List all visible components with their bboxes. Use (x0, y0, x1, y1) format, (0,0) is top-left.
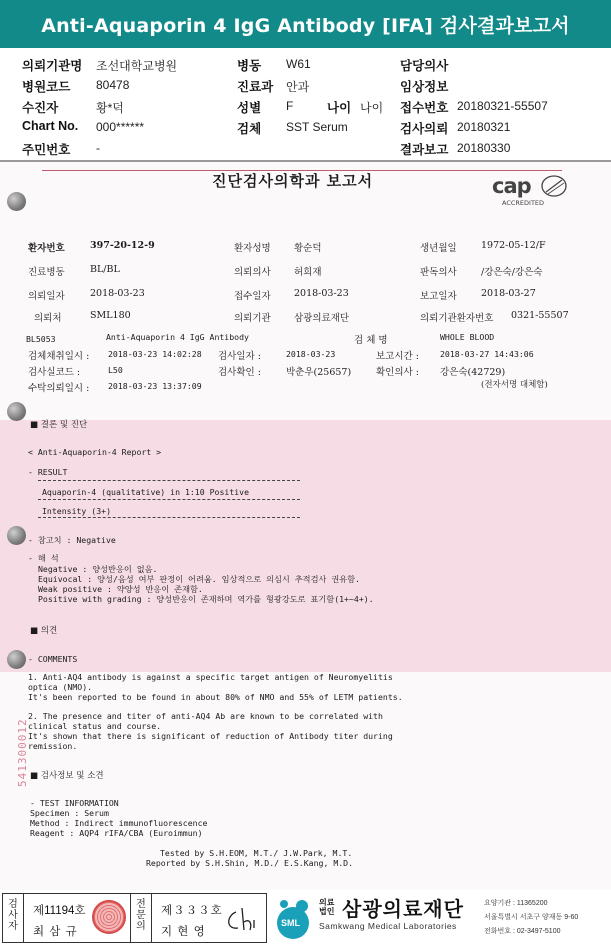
aquaporin-result: Aquaporin-4 (qualitative) in 1:10 Positive (42, 487, 250, 497)
cap-accredited-text: ACCREDITED (502, 199, 545, 207)
ward-scan-value: BL/BL (90, 264, 120, 275)
receipt-date-label: 접수일자 (234, 291, 271, 302)
dash-line (38, 499, 300, 500)
id-number-value: - (96, 141, 100, 155)
doctor-label: 담당의사 (400, 59, 449, 73)
consign-time-value: 2018-03-23 13:37:09 (108, 381, 202, 391)
report-date-scan-label: 보고일자 (420, 291, 457, 302)
test-info-line: Method : Indirect immunofluorescence (30, 818, 208, 828)
section-test-info: ■ 검사정보 및 소견 (30, 771, 104, 781)
order-date-value: 2018-03-23 (90, 288, 145, 299)
punch-hole (7, 650, 26, 669)
report-date-value: 20180330 (457, 141, 511, 155)
pink-highlight-band (0, 420, 611, 672)
specialist-tag: 전문의 (136, 899, 146, 932)
department-label: 진료과 (237, 80, 274, 94)
report-title: Anti-Aquaporin 4 IgG Antibody [IFA] 검사결과보고서 (41, 14, 570, 37)
test-name: Anti-Aquaporin 4 IgG Antibody (106, 332, 249, 342)
org-name: 삼광의료재단 (342, 899, 464, 921)
comment-line: optica (NMO). (28, 682, 93, 692)
red-seal-stamp (92, 900, 126, 934)
accession-value: 20180321-55507 (457, 99, 548, 113)
consign-time-label: 수탁의뢰일시 : (28, 383, 90, 394)
handwritten-signature (222, 902, 262, 936)
client-org-label: 의뢰기관 (234, 313, 271, 324)
org-type: 의료법인 (319, 898, 335, 916)
client-label: 의뢰처 (34, 313, 62, 324)
interp-line: Weak positive : 약양성 반응이 존재함. (38, 584, 203, 594)
contact-line: 전화번호 : 02-3497-5100 (484, 928, 561, 935)
comment-line: 2. The presence and titer of anti-AQ4 Ab are known to be correlated with (28, 711, 383, 721)
comment-line: It's been reported to be found in about 80% of NMO and 55% of LETM patients. (28, 692, 403, 702)
punch-hole (7, 526, 26, 545)
scan-title: 진단검사의학과 보고서 (212, 172, 374, 190)
test-date-value: 2018-03-23 (286, 349, 336, 359)
sml-logo (272, 896, 314, 942)
order-date-label: 의뢰일자 (28, 291, 65, 302)
inspector-tag: 검사자 (8, 899, 18, 932)
ward-value: W61 (286, 57, 311, 71)
specimen-value: SST Serum (286, 120, 348, 134)
birth-label: 생년월일 (420, 243, 457, 254)
confirm-doctor-label: 확인의사 : (376, 367, 419, 378)
comment-line: remission. (28, 741, 78, 751)
comment-line: 1. Anti-AQ4 antibody is against a specific target antigen of Neuromyelitis (28, 672, 393, 682)
hospital-code-label: 병원코드 (22, 80, 71, 94)
comment-line: It's shown that there is significant of reduction of Antibody titer during (28, 731, 393, 741)
patient-no-label: 환자번호 (28, 243, 65, 254)
patient-value: 황*덕 (96, 101, 124, 115)
report-time-value: 2018-03-27 14:43:06 (440, 349, 534, 359)
e-signature-note: (전자서명 대체함) (481, 380, 548, 390)
ref-doctor-label: 의뢰의사 (234, 267, 271, 278)
client-patient-no-label: 의뢰기관환자번호 (420, 313, 494, 324)
patient-label: 수진자 (22, 101, 59, 115)
sex-label: 성별 (237, 101, 262, 115)
chart-no-value: 000****** (96, 120, 145, 134)
inspector-license: 제11194호 (33, 905, 86, 917)
patient-no-value: 397-20-12-9 (90, 240, 155, 251)
punch-hole (7, 192, 26, 211)
request-date-label: 검사의뢰 (400, 122, 449, 136)
chart-no-label: Chart No. (22, 119, 79, 133)
section-conclusion: ■ 결론 및 진단 (30, 420, 88, 430)
report-title-bar (0, 0, 611, 48)
dash-line (38, 480, 300, 481)
specimen-scan-label: 검 체 명 (354, 335, 388, 346)
test-info-line: - TEST INFORMATION (30, 798, 119, 808)
client-org-value: 삼광의료재단 (294, 313, 350, 324)
contact-line: 서울특별시 서초구 양재동 9-60 (484, 914, 579, 921)
side-serial-number: 541300012 (16, 718, 29, 787)
report-date-scan-value: 2018-03-27 (481, 288, 536, 299)
ref-doctor-value: 허희재 (294, 267, 322, 278)
report-date-label: 결과보고 (400, 143, 449, 157)
specialist-name: 지 현 영 (161, 926, 206, 938)
ward-label: 병동 (237, 59, 262, 73)
punch-hole (7, 402, 26, 421)
specimen-scan-value: WHOLE BLOOD (440, 332, 495, 342)
interp-line: Positive with grading : 양성반응이 존재하며 역가를 형광강도로 표기함(1+~4+). (38, 594, 374, 604)
test-check-label: 검사확인 : (218, 367, 261, 378)
id-number-label: 주민번호 (22, 143, 71, 157)
interpretation-heading: - 해 석 (28, 553, 59, 563)
confirm-doctor-value: 강은숙(42729) (440, 367, 506, 378)
accession-label: 접수번호 (400, 101, 449, 115)
hospital-label: 의뢰기관명 (22, 59, 83, 73)
patient-info-section (0, 48, 611, 158)
client-patient-no-value: 0321-55507 (511, 310, 569, 321)
age-value: 나이 (360, 101, 384, 115)
result-heading: - RESULT (28, 467, 68, 477)
reference-value: - 참고치 : Negative (28, 535, 116, 545)
lab-code-label: 검사실코드 : (28, 367, 81, 378)
test-info-line: Specimen : Serum (30, 808, 109, 818)
cap-logo-text: cap (492, 174, 531, 198)
patient-name-label: 환자성명 (234, 243, 271, 254)
clinical-info-label: 임상정보 (400, 80, 449, 94)
footer (0, 890, 611, 945)
hospital-value: 조선대학교병원 (96, 59, 178, 73)
reported-by: Reported by S.H.Shin, M.D./ E.S.Kang, M.D. (146, 858, 354, 868)
hospital-code-value: 80478 (96, 78, 130, 92)
patient-name-value: 황순덕 (294, 243, 322, 254)
interp-line: Equivocal : 양성/음성 여부 판정이 어려움. 임상적으로 의심시 추적검사 권유함. (38, 574, 360, 584)
specimen-label: 검체 (237, 122, 262, 136)
inspector-name: 최 삼 규 (33, 926, 78, 938)
org-english-name: Samkwang Medical Laboratories (319, 921, 457, 931)
department-value: 안과 (286, 80, 310, 94)
sex-value: F (286, 99, 294, 113)
test-check-value: 박춘우(25657) (286, 367, 352, 378)
lab-code-value: L50 (108, 365, 123, 375)
interp-line: Negative : 양성반응이 없음. (38, 564, 158, 574)
test-code: BL5053 (26, 334, 56, 344)
section-opinion: ■ 의견 (30, 626, 58, 636)
client-value: SML180 (90, 310, 131, 321)
scanned-report (0, 162, 611, 890)
specialist-license: 제３３３호 (161, 905, 223, 917)
contact-line: 요양기관 : 11365200 (484, 900, 548, 907)
cap-logo (492, 174, 570, 208)
sml-logo-text: SML (281, 918, 300, 928)
receipt-date-value: 2018-03-23 (294, 288, 349, 299)
birth-value: 1972-05-12/F (481, 240, 546, 251)
age-label: 나이 (327, 101, 352, 115)
report-heading: < Anti-Aquaporin-4 Report > (28, 447, 162, 457)
comment-line: clinical status and course. (28, 721, 162, 731)
collect-time-value: 2018-03-23 14:02:28 (108, 349, 202, 359)
reading-doctor-label: 판독의사 (420, 267, 457, 278)
test-date-label: 검사일자 : (218, 351, 261, 362)
intensity-result: Intensity (3+) (42, 506, 112, 516)
ward-scan-label: 진료병동 (28, 267, 65, 278)
dash-line (38, 517, 300, 518)
report-time-label: 보고시간 : (376, 351, 419, 362)
comments-heading: - COMMENTS (28, 654, 78, 664)
collect-time-label: 검체채취일시 : (28, 351, 90, 362)
request-date-value: 20180321 (457, 120, 511, 134)
tested-by: Tested by S.H.EOM, M.T./ J.W.Park, M.T. (160, 848, 353, 858)
test-info-line: Reagent : AQP4 rIFA/CBA (Euroimmun) (30, 828, 203, 838)
reading-doctor-value: /강은숙/강은숙 (481, 267, 543, 278)
